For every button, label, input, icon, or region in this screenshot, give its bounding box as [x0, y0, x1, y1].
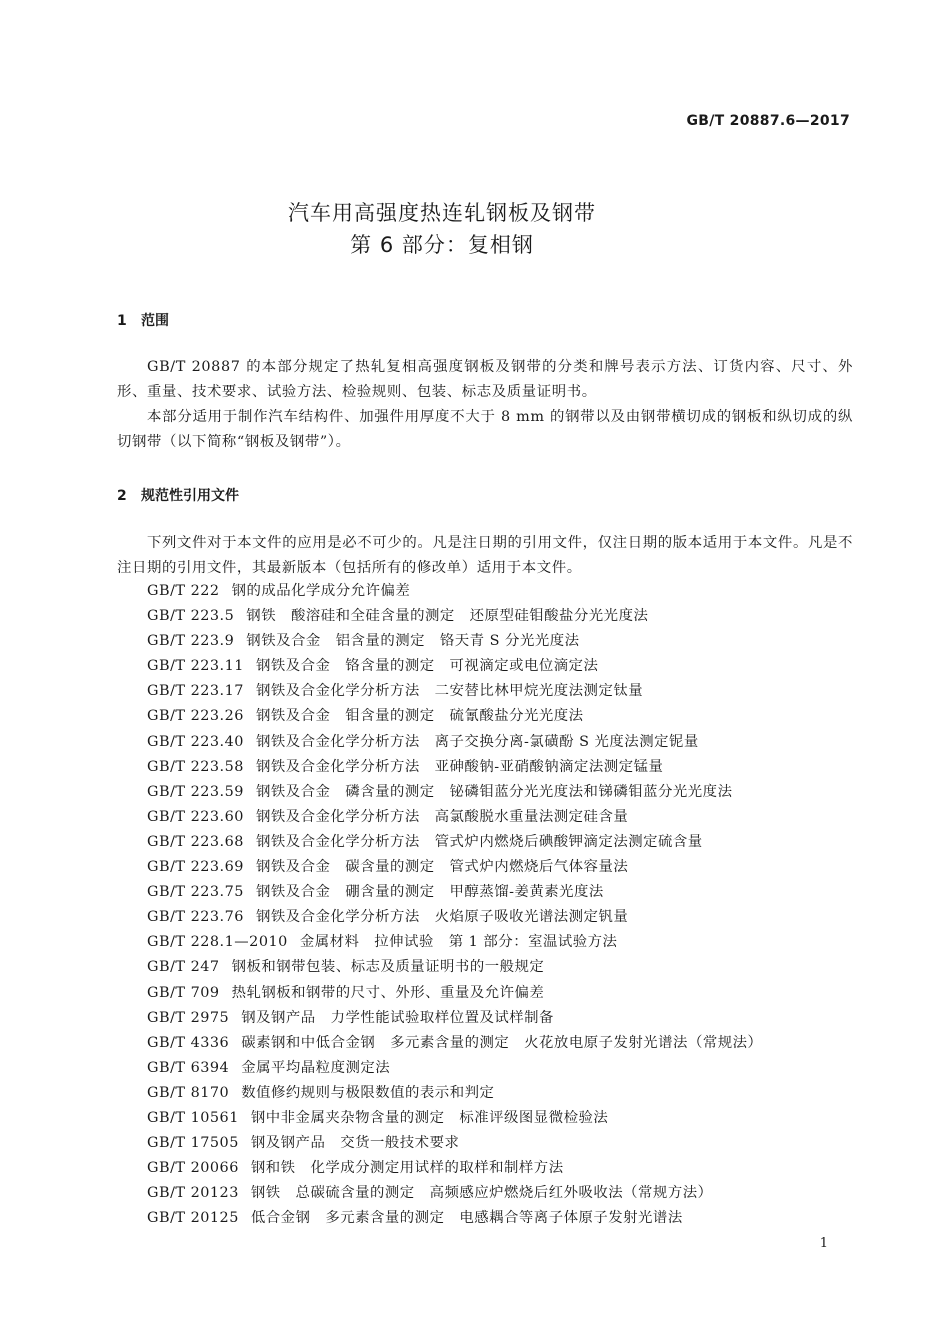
- reference-title: 钢的成品化学成分允许偏差: [231, 583, 411, 599]
- section-title: 规范性引用文件: [141, 488, 239, 504]
- reference-title: 钢铁及合金化学分析方法 管式炉内燃烧后碘酸钾滴定法测定硫含量: [255, 833, 703, 850]
- reference-item: [147, 679, 762, 704]
- reference-code: GB/T 223.40: [147, 733, 244, 750]
- reference-item: [147, 755, 762, 780]
- reference-code: GB/T 223.17: [147, 683, 244, 700]
- reference-code: GB/T 223.58: [147, 758, 244, 775]
- section-heading-normative-references: [117, 485, 239, 505]
- reference-code: GB/T 709: [147, 984, 220, 1001]
- reference-code: GB/T 223.11: [147, 658, 244, 675]
- reference-item: [147, 1031, 762, 1056]
- reference-title: 钢铁及合金化学分析方法 离子交换分离-氯磺酚 S 光度法测定铌量: [255, 733, 699, 750]
- reference-title: 钢铁及合金 硼含量的测定 甲醇蒸馏-姜黄素光度法: [255, 884, 604, 901]
- reference-item: [147, 579, 762, 604]
- reference-item: [147, 604, 762, 629]
- section-heading-scope: [117, 310, 169, 330]
- reference-title: 钢铁及合金 铬含量的测定 可视滴定或电位滴定法: [255, 658, 599, 675]
- reference-title: 钢及钢产品 交货一般技术要求: [250, 1135, 460, 1152]
- scope-paragraph: GB/T 20887 的本部分规定了热轧复相高强度钢板及钢带的分类和牌号表示方法、订货内容、尺寸、外形、重量、技术要求、试验方法、检验规则、包装、标志及质量证明书。: [117, 359, 853, 400]
- reference-item: [147, 780, 762, 805]
- reference-item: [147, 1006, 762, 1031]
- reference-item: [147, 855, 762, 880]
- reference-title: 低合金钢 多元素含量的测定 电感耦合等离子体原子发射光谱法: [250, 1210, 683, 1227]
- reference-code: GB/T 222: [147, 583, 220, 599]
- reference-item: [147, 1106, 762, 1131]
- reference-item: [147, 704, 762, 729]
- reference-code: GB/T 223.69: [147, 859, 244, 876]
- reference-code: GB/T 223.26: [147, 708, 244, 725]
- reference-title: 钢铁及合金化学分析方法 火焰原子吸收光谱法测定钒量: [255, 909, 629, 926]
- reference-item: [147, 1156, 762, 1181]
- reference-code: GB/T 10561: [147, 1109, 239, 1126]
- reference-item: [147, 905, 762, 930]
- reference-code: GB/T 223.5: [147, 608, 235, 625]
- reference-code: GB/T 20066: [147, 1160, 239, 1177]
- reference-item: [147, 981, 762, 1006]
- reference-item: [147, 1131, 762, 1156]
- reference-item: [147, 1181, 762, 1206]
- reference-title: 钢铁 酸溶硅和全硅含量的测定 还原型硅钼酸盐分光光度法: [246, 608, 649, 625]
- reference-title: 钢和铁 化学成分测定用试样的取样和制样方法: [250, 1160, 564, 1177]
- reference-title: 钢铁及合金化学分析方法 高氯酸脱水重量法测定硅含量: [255, 808, 629, 825]
- reference-code: GB/T 20123: [147, 1185, 239, 1202]
- section-title: 范围: [141, 313, 169, 329]
- reference-code: GB/T 2975: [147, 1009, 230, 1026]
- section-number: 2: [117, 488, 127, 504]
- reference-title: 金属平均晶粒度测定法: [241, 1059, 391, 1076]
- reference-title: 钢铁及合金 碳含量的测定 管式炉内燃烧后气体容量法: [255, 859, 629, 876]
- reference-code: GB/T 247: [147, 959, 220, 976]
- reference-title: 钢铁及合金化学分析方法 二安替比林甲烷光度法测定钛量: [255, 683, 644, 700]
- reference-title: 钢中非金属夹杂物含量的测定 标准评级图显微检验法: [250, 1109, 609, 1126]
- reference-title: 钢铁及合金 磷含量的测定 铋磷钼蓝分光光度法和锑磷钼蓝分光光度法: [255, 783, 733, 800]
- reference-item: [147, 629, 762, 654]
- scope-paragraph: 本部分适用于制作汽车结构件、加强件用厚度不大于 8 mm 的钢带以及由钢带横切成的钢板和纵切成的纵切钢带（以下简称“钢板及钢带”）。: [117, 409, 853, 450]
- reference-item: [147, 830, 762, 855]
- document-title: 汽车用高强度热连轧钢板及钢带: [288, 201, 596, 225]
- reference-code: GB/T 228.1—2010: [147, 934, 288, 951]
- standard-code: GB/T 20887.6—2017: [686, 113, 850, 129]
- reference-title: 钢铁及合金化学分析方法 亚砷酸钠-亚硝酸钠滴定法测定锰量: [255, 758, 664, 775]
- reference-code: GB/T 223.68: [147, 833, 244, 850]
- reference-item: [147, 1206, 762, 1231]
- reference-title: 碳素钢和中低合金钢 多元素含量的测定 火花放电原子发射光谱法（常规法）: [241, 1034, 763, 1051]
- reference-item: [147, 955, 762, 980]
- reference-title: 金属材料 拉伸试验 第 1 部分：室温试验方法: [299, 934, 618, 951]
- reference-title: 钢板和钢带包装、标志及质量证明书的一般规定: [231, 959, 545, 976]
- reference-item: [147, 1081, 762, 1106]
- reference-title: 钢铁及合金 铝含量的测定 铬天青 S 分光光度法: [246, 633, 580, 650]
- document-subtitle: 第 6 部分：复相钢: [350, 233, 534, 257]
- reference-code: GB/T 223.75: [147, 884, 244, 901]
- reference-code: GB/T 6394: [147, 1059, 230, 1076]
- reference-code: GB/T 223.60: [147, 808, 244, 825]
- reference-title: 热轧钢板和钢带的尺寸、外形、重量及允许偏差: [231, 984, 545, 1001]
- reference-item: [147, 654, 762, 679]
- references-intro-paragraph: 下列文件对于本文件的应用是必不可少的。凡是注日期的引用文件，仅注日期的版本适用于本文件。凡是不注日期的引用文件，其最新版本（包括所有的修改单）适用于本文件。: [117, 535, 853, 576]
- reference-code: GB/T 223.9: [147, 633, 235, 650]
- reference-code: GB/T 20125: [147, 1210, 239, 1227]
- reference-title: 钢铁及合金 钼含量的测定 硫氰酸盐分光光度法: [255, 708, 584, 725]
- reference-code: GB/T 8170: [147, 1084, 230, 1101]
- reference-item: [147, 730, 762, 755]
- reference-item: [147, 880, 762, 905]
- reference-item: [147, 930, 762, 955]
- reference-code: GB/T 223.59: [147, 783, 244, 800]
- reference-list: [147, 579, 762, 1231]
- reference-code: GB/T 223.76: [147, 909, 244, 926]
- section-number: 1: [117, 313, 127, 329]
- reference-title: 钢及钢产品 力学性能试验取样位置及试样制备: [241, 1009, 554, 1026]
- reference-code: GB/T 4336: [147, 1034, 230, 1051]
- reference-title: 数值修约规则与极限数值的表示和判定: [241, 1084, 495, 1101]
- reference-item: [147, 805, 762, 830]
- reference-item: [147, 1056, 762, 1081]
- reference-title: 钢铁 总碳硫含量的测定 高频感应炉燃烧后红外吸收法（常规方法）: [250, 1185, 713, 1202]
- reference-code: GB/T 17505: [147, 1135, 239, 1152]
- page-number: 1: [819, 1236, 828, 1251]
